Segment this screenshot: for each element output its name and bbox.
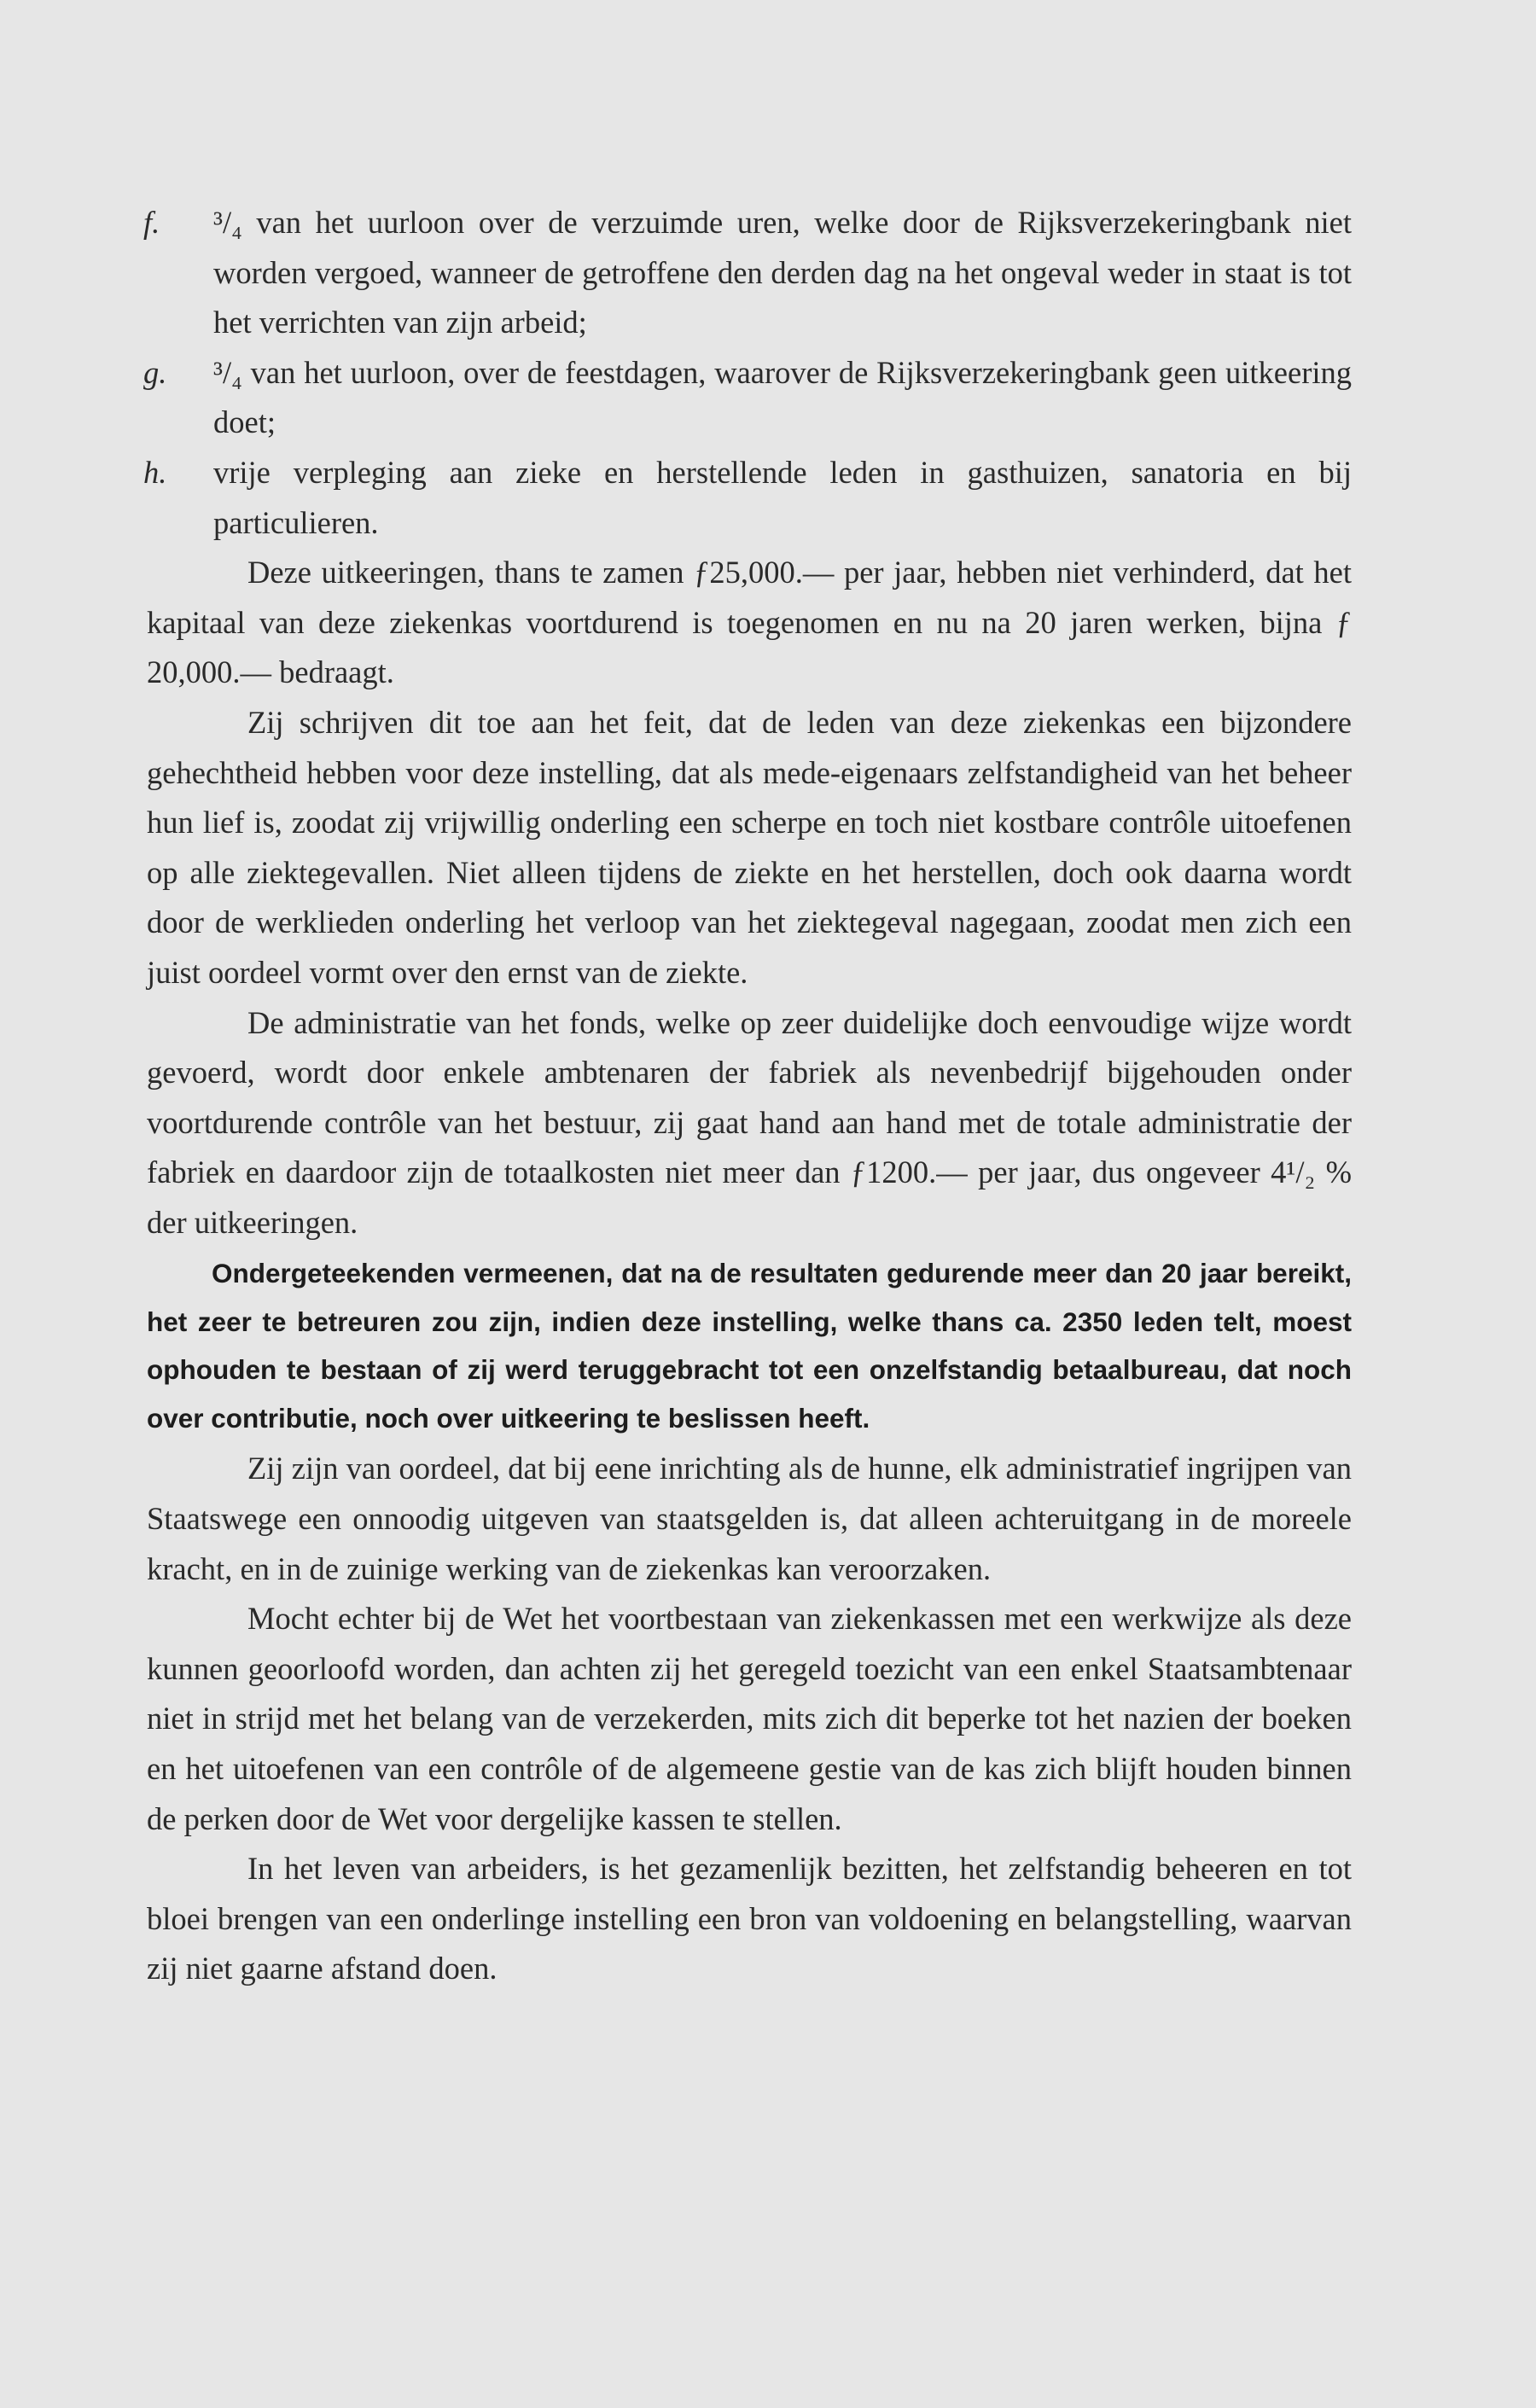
list-marker: h. — [143, 454, 167, 490]
list-item-text: ³/₄ van het uurloon over de verzuimde uren, welke door de Rijksverzekeringbank niet worden vergoed, wanneer de getroffene den derden dag na het ongeval weder in staat is tot het verrichten van zijn arbeid; — [213, 205, 1352, 340]
document-body — [143, 198, 1352, 1994]
list-item-text: ³/₄ van het uurloon, over de feestdagen, waarover de Rijksverzekeringbank geen uitkeering doet; — [213, 354, 1352, 440]
list-marker: f. — [143, 205, 160, 240]
paragraph-oordeel: Zij zijn van oordeel, dat bij eene inrichting als de hunne, elk administratief ingrijpen van Staatswege een onnoodig uitgeven van staatsgelden is, dat alleen achteruitgang in de moreele kracht, en in de zuinige werking van de ziekenkas kan veroorzaken. — [147, 1451, 1352, 1586]
list-item-f — [143, 198, 1352, 348]
paragraph-gehechtheid: Zij schrijven dit toe aan het feit, dat de leden van deze ziekenkas een bijzondere gehechtheid hebben voor deze instelling, dat als mede-eigenaars zelfstandigheid van het beheer hun lief is, zoodat zij vrijwillig onderling een scherpe en toch niet kostbare contrôle uitoefenen op alle ziektegevallen. Niet alleen tijdens de ziekte en het herstellen, doch ook daarna wordt door de werklieden onderling het verloop van het ziektegeval nagegaan, zoodat men zich een juist oordeel vormt over den ernst van de ziekte. — [147, 704, 1352, 990]
paragraph-uitkeeringen: Deze uitkeeringen, thans te zamen ƒ25,000.— per jaar, hebben niet verhinderd, dat het kapitaal van deze ziekenkas voortdurend is toegenomen en nu na 20 jaren werken, bijna ƒ 20,000.— bedraagt. — [147, 555, 1352, 690]
paragraph-ondergeteekenden: Ondergeteekenden vermeenen, dat na de resultaten gedurende meer dan 20 jaar bereikt, het zeer te betreuren zou zijn, indien deze instelling, welke thans ca. 2350 leden telt, moest ophouden te bestaan of zij werd teruggebracht tot een onzelfstandig betaalbureau, dat noch over contributie, noch over uitkeering te beslissen heeft. — [147, 1258, 1352, 1434]
paragraph-wet: Mocht echter bij de Wet het voortbestaan van ziekenkassen met een werkwijze als deze kunnen geoorloofd worden, dan achten zij het geregeld toezicht van een enkel Staatsambtenaar niet in strijd met het belang van de verzekerden, mits zich dit beperke tot het nazien der boeken en het uitoefenen van een contrôle of de algemeene gestie van de kas zich blijft houden binnen de perken door de Wet voor dergelijke kassen te stellen. — [147, 1601, 1352, 1836]
list-marker: g. — [143, 354, 167, 390]
paragraph-arbeiders: In het leven van arbeiders, is het gezamenlijk bezitten, het zelfstandig beheeren en tot bloei brengen van een onderlinge instelling een bron van voldoening en belangstelling, waarvan zij niet gaarne afstand doen. — [147, 1851, 1352, 1986]
list-item-g — [143, 348, 1352, 448]
list-item-h — [143, 448, 1352, 548]
list-item-text: vrije verpleging aan zieke en herstellende leden in gasthuizen, sanatoria en bij particulieren. — [213, 454, 1352, 540]
paragraph-administratie: De administratie van het fonds, welke op zeer duidelijke doch eenvoudige wijze wordt gevoerd, wordt door enkele ambtenaren der fabriek als nevenbedrijf bijgehouden onder voortdurende contrôle van het bestuur, zij gaat hand aan hand met de totale administratie der fabriek en daardoor zijn de totaalkosten niet meer dan ƒ1200.— per jaar, dus ongeveer 4¹/₂ % der uitkeeringen. — [147, 1004, 1352, 1240]
